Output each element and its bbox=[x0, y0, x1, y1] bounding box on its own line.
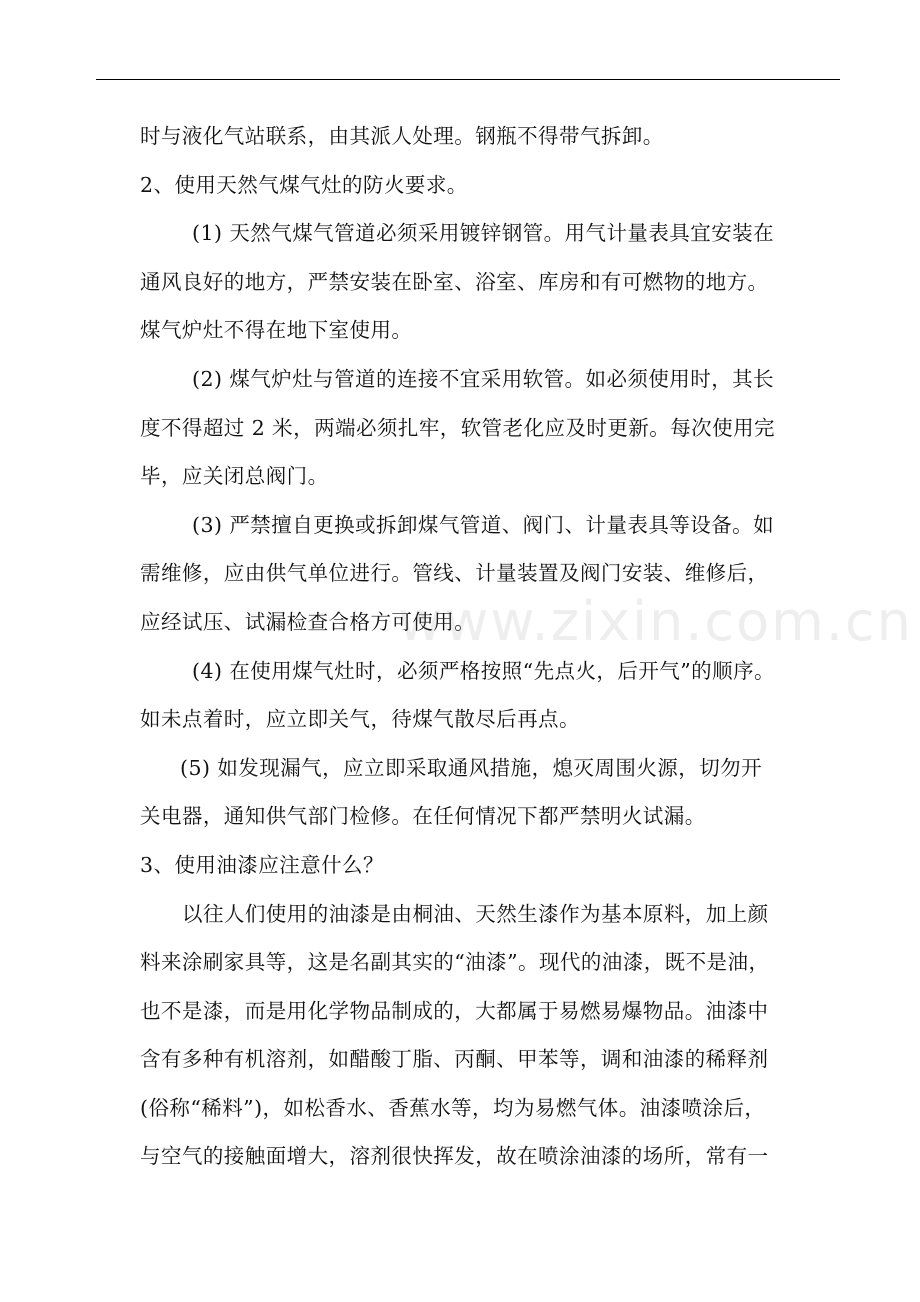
section-heading: 3、使用油漆应注意什么？ bbox=[140, 852, 384, 877]
text-line: 煤气炉灶不得在地下室使用。 bbox=[140, 318, 413, 343]
text-line: (1) 天然气煤气管道必须采用镀锌钢管。用气计量表具宜安装在 bbox=[192, 221, 775, 246]
text-line: 通风良好的地方，严禁安装在卧室、浴室、库房和有可燃物的地方。 bbox=[140, 269, 769, 294]
text-line: (4) 在使用煤气灶时，必须严格按照“先点火，后开气”的顺序。 bbox=[192, 658, 775, 683]
text-line: 如未点着时，应立即关气，待煤气散尽后再点。 bbox=[140, 707, 580, 732]
text-line: 与空气的接触面增大，溶剂很快挥发，故在喷涂油漆的场所，常有一 bbox=[140, 1144, 769, 1169]
section-heading: 2、使用天然气煤气灶的防火要求。 bbox=[140, 172, 468, 197]
watermark: www.zixin.com.cn bbox=[398, 590, 913, 653]
text-line: 含有多种有机溶剂，如醋酸丁脂、丙酮、甲苯等，调和油漆的稀释剂 bbox=[140, 1047, 769, 1072]
text-line: (俗称“稀料”)，如松香水、香蕉水等，均为易燃气体。油漆喷涂后， bbox=[140, 1095, 766, 1120]
text-line: (3) 严禁擅自更换或拆卸煤气管道、阀门、计量表具等设备。如 bbox=[192, 512, 775, 537]
text-line: 料来涂刷家具等，这是名副其实的“油漆”。现代的油漆，既不是油， bbox=[140, 950, 770, 975]
text-line: 应经试压、试漏检查合格方可使用。 bbox=[140, 609, 476, 634]
text-line: 度不得超过 2 米，两端必须扎牢，软管老化应及时更新。每次使用完 bbox=[140, 415, 775, 440]
text-line: (2) 煤气炉灶与管道的连接不宜采用软管。如必须使用时，其长 bbox=[192, 366, 775, 391]
text-line: 时与液化气站联系，由其派人处理。钢瓶不得带气拆卸。 bbox=[140, 124, 664, 148]
text-line: 关电器，通知供气部门检修。在任何情况下都严禁明火试漏。 bbox=[140, 804, 706, 829]
header-rule bbox=[96, 79, 840, 80]
text-line: (5) 如发现漏气，应立即采取通风措施，熄灭周围火源，切勿开 bbox=[180, 755, 763, 780]
text-line: 以往人们使用的油漆是由桐油、天然生漆作为基本原料，加上颜 bbox=[182, 901, 769, 926]
text-line: 毕，应关闭总阀门。 bbox=[140, 464, 329, 489]
text-line: 也不是漆，而是用化学物品制成的，大都属于易燃易爆物品。油漆中 bbox=[140, 998, 769, 1023]
text-line: 需维修，应由供气单位进行。管线、计量装置及阀门安装、维修后， bbox=[140, 561, 769, 586]
